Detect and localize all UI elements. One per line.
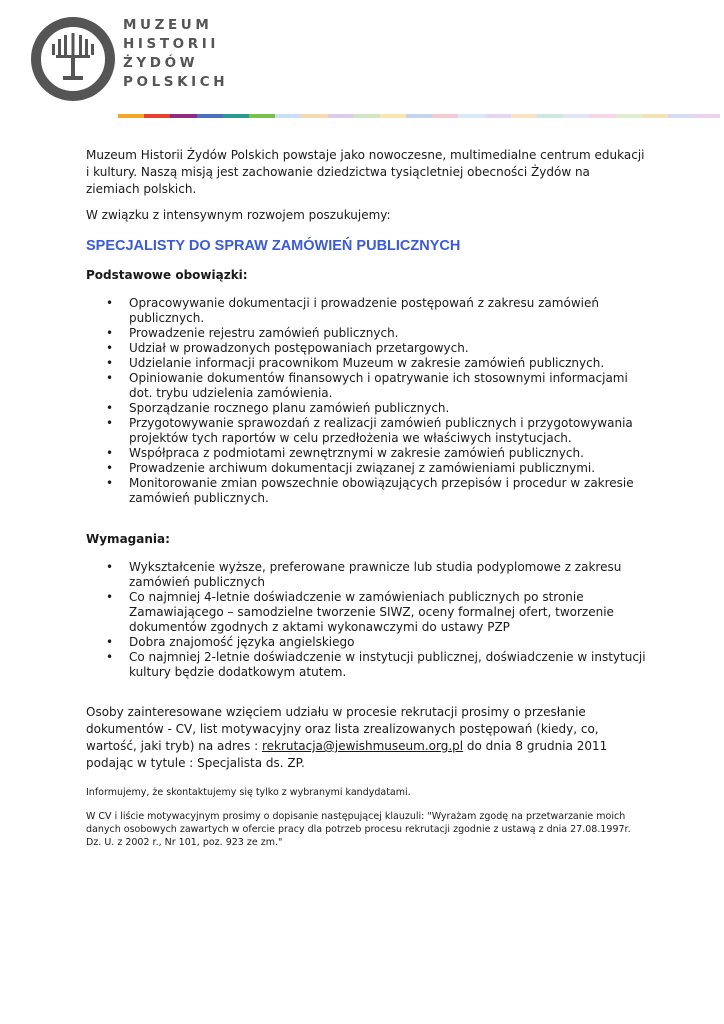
logo-line-2: HISTORII	[123, 36, 219, 52]
color-bar-segment	[144, 114, 170, 118]
list-item: • Co najmniej 4-letnie doświadczenie w zamówieniach publicznych po stronie Zamawiającego – samodzielne tworzenie SIWZ, oceny formalnej ofert, tworzenie dokumentów zgodnych z aktami wykonawczymi do ustawy PZP	[106, 590, 614, 634]
color-bar-segment	[223, 114, 249, 118]
intro-lead: W związku z intensywnym rozwojem poszukujemy:	[86, 208, 391, 222]
consent-clause: W CV i liście motywacyjnym prosimy o dopisanie następującej klauzuli: "Wyrażam zgodę na przetwarzanie moich danych osobowych zawartych w ofercie pracy dla potrzeb procesu rekrutacji zgodnie z ustawą z dnia 27.08.1997r. Dz. U. z 2002 r., Nr 101, poz. 923 ze zm."	[86, 811, 631, 848]
color-bar-segment	[249, 114, 275, 118]
color-bar-segment	[642, 114, 668, 118]
color-bar-segment	[354, 114, 380, 118]
recruitment-email-link[interactable]: rekrutacja@jewishmuseum.org.pl	[262, 739, 464, 753]
requirements-list	[86, 560, 646, 680]
bullet-icon: •	[106, 401, 114, 415]
bullet-icon: •	[106, 590, 114, 604]
bullet-icon: •	[106, 446, 114, 460]
color-bar-segment	[668, 114, 694, 118]
list-item: • Prowadzenie archiwum dokumentacji związanej z zamówieniami publicznymi.	[106, 461, 596, 475]
list-item: • Opiniowanie dokumentów finansowych i opatrywanie ich stosownymi informacjami dot. trybu udzielenia zamówienia.	[106, 371, 628, 400]
requirements-heading: Wymagania:	[86, 532, 170, 546]
color-bar-segment	[616, 114, 642, 118]
list-item: • Dobra znajomość języka angielskiego	[106, 635, 355, 649]
color-bar-segment	[694, 114, 720, 118]
color-bar-segment	[511, 114, 537, 118]
color-bar-segment	[275, 114, 301, 118]
color-bar-segment	[485, 114, 511, 118]
color-bar-segment	[170, 114, 196, 118]
application-instructions: Osoby zainteresowane wzięciem udziału w procesie rekrutacji prosimy o przesłanie dokumentów - CV, list motywacyjny oraz lista zrealizowanych postępowań (kiedy, co, wartość, jaki tryb) na adres : rekrutacja@jewishmuseum.org.pl do dnia 8 grudnia 2011 podając w tytule : Specjalista ds. ZP.	[86, 705, 608, 770]
color-bar-segment	[328, 114, 354, 118]
intro-paragraph: Muzeum Historii Żydów Polskich powstaje jako nowoczesne, multimedialne centrum edukacji i kultury. Naszą misją jest zachowanie dziedzictwa tysiącletniej obecności Żydów na ziemiach polskich.	[86, 148, 645, 196]
menorah-logo-icon	[30, 17, 116, 101]
bullet-icon: •	[106, 326, 114, 340]
decorative-color-bar	[118, 114, 720, 118]
list-item: • Przygotowywanie sprawozdań z realizacji zamówień publicznych i przygotowywania projektów tych raportów w celu przedłożenia we właściwych instytucjach.	[106, 416, 633, 445]
job-offer-body	[86, 147, 646, 849]
list-item: • Współpraca z podmiotami zewnętrznymi w zakresie zamówień publicznych.	[106, 446, 584, 460]
contact-note: Informujemy, że skontaktujemy się tylko z wybranymi kandydatami.	[86, 787, 411, 798]
bullet-icon: •	[106, 416, 114, 430]
bullet-icon: •	[106, 461, 114, 475]
bullet-icon: •	[106, 635, 114, 649]
position-title: SPECJALISTY DO SPRAW ZAMÓWIEŃ PUBLICZNYCH	[86, 238, 461, 254]
museum-logo-emblem	[30, 17, 116, 105]
logo-line-3: ŻYDÓW	[123, 55, 199, 71]
logo-line-1: MUZEUM	[123, 17, 213, 33]
list-item: • Prowadzenie rejestru zamówień publicznych.	[106, 326, 399, 340]
bullet-icon: •	[106, 650, 114, 664]
duties-list	[86, 296, 646, 506]
color-bar-segment	[563, 114, 589, 118]
logo-line-4: POLSKICH	[123, 74, 229, 90]
list-item: • Udzielanie informacji pracownikom Muzeum w zakresie zamówień publicznych.	[106, 356, 605, 370]
bullet-icon: •	[106, 476, 114, 490]
color-bar-segment	[458, 114, 484, 118]
bullet-icon: •	[106, 341, 114, 355]
color-bar-segment	[432, 114, 458, 118]
duties-heading: Podstawowe obowiązki:	[86, 268, 248, 282]
list-item: • Monitorowanie zmian powszechnie obowiązujących przepisów i procedur w zakresie zamówień publicznych.	[106, 476, 634, 505]
bullet-icon: •	[106, 560, 114, 574]
color-bar-segment	[406, 114, 432, 118]
list-item: • Sporządzanie rocznego planu zamówień publicznych.	[106, 401, 450, 415]
color-bar-segment	[197, 114, 223, 118]
bullet-icon: •	[106, 356, 114, 370]
bullet-icon: •	[106, 371, 114, 385]
list-item: • Co najmniej 2-letnie doświadczenie w instytucji publicznej, doświadczenie w instytucji kultury będzie dodatkowym atutem.	[106, 650, 646, 679]
bullet-icon: •	[106, 296, 114, 310]
color-bar-segment	[537, 114, 563, 118]
list-item: • Opracowywanie dokumentacji i prowadzenie postępowań z zakresu zamówień publicznych.	[106, 296, 599, 325]
color-bar-segment	[301, 114, 327, 118]
color-bar-segment	[589, 114, 615, 118]
list-item: • Udział w prowadzonych postępowaniach przetargowych.	[106, 341, 469, 355]
list-item: • Wykształcenie wyższe, preferowane prawnicze lub studia podyplomowe z zakresu zamówień publicznych	[106, 560, 622, 589]
color-bar-segment	[380, 114, 406, 118]
museum-logo-wordmark	[123, 16, 228, 92]
color-bar-segment	[118, 114, 144, 118]
